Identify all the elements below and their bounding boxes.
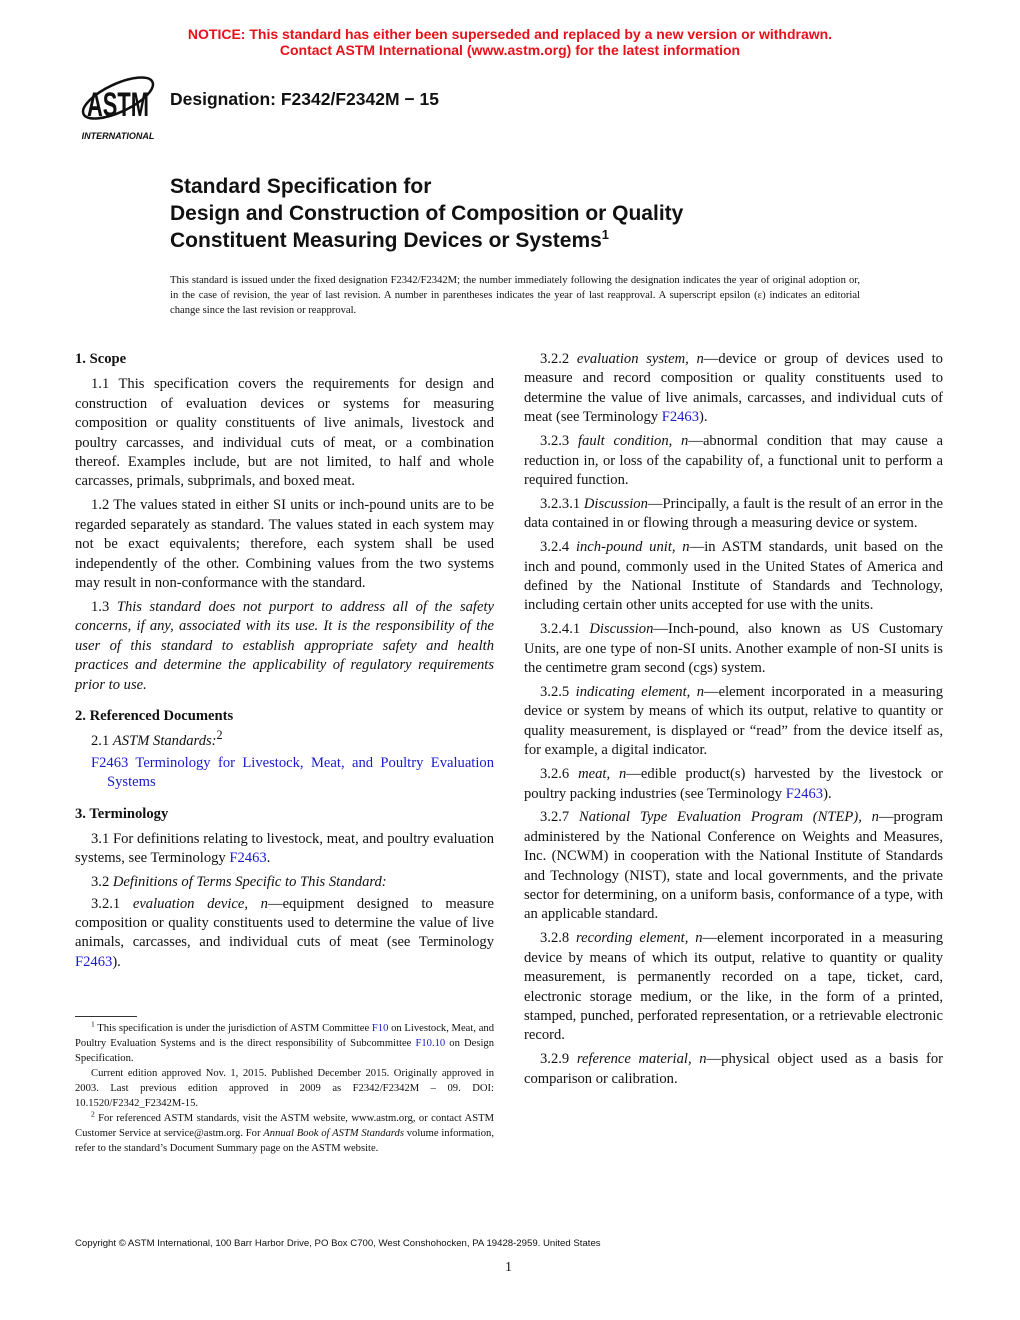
text-run: Current edition approved Nov. 1, 2015. Published December 2015. Originally approved in 2003. Last previous edition approved in 2009 as F2342/F2342M – 09. DOI: 10.1520/F2342_F2342M-15.: [75, 1068, 494, 1109]
footnote-divider: [75, 1016, 137, 1017]
text-run: on Design Specification.: [75, 1038, 494, 1064]
paragraph: [75, 895, 494, 973]
text-run: 3. Terminology: [75, 805, 169, 822]
footnote-ref: 1: [91, 1019, 95, 1029]
paragraph: [524, 808, 943, 924]
referenced-document: [75, 754, 494, 793]
paragraph: [75, 830, 494, 869]
text-run: Discussion: [583, 495, 648, 512]
footnote: [75, 1021, 494, 1066]
text-run: inch-pound unit, n: [575, 539, 690, 556]
text-run: For referenced ASTM standards, visit the ASTM website, www.astm.org, or contact ASTM Customer Service at service@astm.org. For: [75, 1113, 494, 1139]
text-run: .: [266, 850, 271, 867]
reference-link[interactable]: F2463: [785, 785, 824, 802]
text-run: 3.2.4: [540, 539, 576, 556]
footnote-ref: 2: [216, 728, 223, 743]
reference-link[interactable]: F2463: [229, 850, 267, 867]
text-run: ).: [823, 785, 832, 802]
text-run: 3.2: [91, 874, 113, 891]
text-run: ASTM Standards:: [112, 733, 217, 750]
paragraph: [75, 598, 494, 695]
footnote: [75, 1066, 494, 1111]
text-run: meat, n: [578, 766, 627, 783]
text-run: evaluation device, n: [132, 895, 268, 912]
reference-link[interactable]: F2463: [661, 409, 700, 426]
text-run: This standard does not purport to address all of the safety concerns, if any, associated with its use. It is the responsibility of the user of this standard to establish appropriate safety and health practices and determine the applicability of regulatory requirements prior to use.: [75, 598, 494, 693]
document-title: [170, 173, 683, 254]
paragraph: [75, 496, 494, 593]
text-run: —physical object used as a basis for comparison or calibration.: [524, 1051, 943, 1087]
designation: Designation: F2342/F2342M − 15: [170, 89, 439, 109]
text-run: —in ASTM standards, unit based on the inch and pound, commonly used in the United States of America and defined by the National Institute of Standards and Technology, including certain other units accepted for use with the units.: [524, 539, 943, 614]
text-run: 2.1: [91, 733, 113, 750]
text-run: indicating element, n: [575, 684, 705, 700]
text-run: 3.2.8: [540, 930, 577, 947]
withdrawal-notice: [0, 26, 1020, 58]
footnote: [75, 1111, 494, 1156]
left-column: [75, 350, 494, 977]
paragraph: [524, 765, 943, 804]
text-run: ).: [699, 409, 708, 426]
section-heading: [75, 707, 494, 726]
paragraph: [75, 375, 494, 491]
text-run: —program administered by the National Conference on Weights and Measures, Inc. (NCWM) in cooperation with the National Institute of Standards and Technology (NIST), state and local governments, and the private sector for determining, on a uniform basis, conformance of a type, with an applicable standard.: [524, 809, 943, 923]
title-line-2: Design and Construction of Composition or Quality: [170, 202, 684, 225]
notice-line-1: NOTICE: This standard has either been superseded and replaced by a new version or withdrawn.: [187, 26, 833, 42]
text-run: Annual Book of ASTM Standards: [263, 1128, 404, 1139]
text-run: —Inch-pound, also known as US Customary Units, are one type of non-SI units. Another example of non-SI units is the centimetre gram second (cgs) system.: [524, 621, 944, 677]
text-run: 3.2.5: [540, 684, 576, 700]
text-run: 3.2.1: [91, 895, 133, 912]
reference-link[interactable]: F10.10: [415, 1038, 446, 1049]
text-run: —element incorporated in a measuring device or system by means of which its output, relative to quantity or quality measurement, is displayed or “read” from the device itself as, for example, a digital indicator.: [524, 684, 943, 759]
text-run: on Livestock, Meat, and Poultry Evaluation Systems and is the direct responsibility of Subcommittee: [75, 1023, 494, 1049]
text-run: —abnormal condition that may cause a reduction in, or loss of the capability of, a functional unit to perform a required function.: [524, 433, 943, 488]
paragraph: [524, 350, 943, 428]
paragraph: [524, 1050, 943, 1089]
title-line-1: Standard Specification for: [170, 175, 432, 198]
designation-note: This standard is issued under the fixed designation F2342/F2342M; the number immediately following the designation indicates the year of original adoption or, in the case of revision, the year of last revision. A number in parentheses indicates the year of last reapproval. A superscript epsilon (ε) indicates an editorial change since the last revision or reapproval.: [170, 275, 860, 316]
paragraph: [524, 538, 943, 616]
copyright: Copyright © ASTM International, 100 Barr Harbor Drive, PO Box C700, West Conshohocken, PA 19428-2959. United States: [75, 1238, 601, 1249]
text-run: —edible product(s) harvested by the livestock or poultry packing industries (see Terminology: [524, 766, 943, 802]
section-heading: [75, 350, 494, 369]
text-run: 3.2.4.1: [540, 621, 590, 638]
paragraph: [75, 728, 494, 751]
paragraph: [524, 620, 943, 678]
text-run: volume information, refer to the standard’s Document Summary page on the ASTM website.: [75, 1128, 494, 1154]
text-run: National Type Evaluation Program (NTEP), n: [579, 809, 879, 826]
text-run: 1.1 This specification covers the requirements for design and construction of evaluation devices or systems for measuring composition or quality constituents of live animals, livestock and poultry carcasses, and individual cuts of meat, or a combination thereof. Examples include, but are not limited, to half and whole carcasses, primals, subprimals, and boxed meat.: [75, 376, 494, 490]
right-column: [524, 350, 943, 1094]
notice-line-2: Contact ASTM International (www.astm.org) for the latest information: [279, 42, 741, 58]
svg-text:INTERNATIONAL: INTERNATIONAL: [81, 131, 155, 141]
text-run: This specification is under the jurisdiction of ASTM Committee: [94, 1023, 372, 1034]
text-run: 3.2.9: [540, 1051, 577, 1068]
text-run: 3.2.2: [540, 351, 577, 367]
text-run: evaluation system, n: [576, 351, 704, 367]
title-footnote-ref: 1: [601, 227, 610, 242]
text-run: 1.2 The values stated in either SI units or inch-pound units are to be regarded separately as standard. The values stated in each system may not be exact equivalents; therefore, each system shall be used independently of the other. Combining values from the two systems may result in non-conformance with the standard.: [75, 497, 494, 591]
text-run: 1.3: [91, 598, 117, 615]
paragraph: [524, 929, 943, 1045]
paragraph: [524, 432, 943, 490]
text-run: 3.2.6: [540, 766, 579, 783]
page-number: 1: [505, 1260, 512, 1275]
text-run: Discussion: [589, 621, 654, 638]
text-run: 1. Scope: [75, 351, 127, 367]
text-run: 3.1 For definitions relating to livestock, meat, and poultry evaluation systems, see Terminology: [75, 830, 494, 867]
text-run: fault condition, n: [577, 433, 689, 450]
footnotes: [75, 1021, 494, 1156]
astm-logo-icon: [76, 66, 160, 142]
reference-link[interactable]: F2463 Terminology for Livestock, Meat, and Poultry Evaluation Systems: [91, 754, 494, 791]
text-run: 3.2.3.1: [540, 495, 584, 512]
paragraph: [524, 495, 943, 534]
section-heading: [75, 805, 494, 824]
text-run: —Principally, a fault is the result of an error in the data contained in or flowing through a measuring device or system.: [524, 495, 943, 532]
paragraph: [524, 683, 943, 761]
svg-text:ASTM: ASTM: [87, 86, 149, 124]
text-run: reference material, n: [576, 1051, 707, 1068]
footnote-ref: 2: [91, 1109, 95, 1119]
reference-link[interactable]: F2463: [75, 953, 113, 970]
text-run: 2. Referenced Documents: [75, 707, 234, 724]
paragraph: [75, 873, 494, 892]
reference-link[interactable]: F10: [371, 1023, 389, 1034]
text-run: —device or group of devices used to measure and record composition or quality constituents used to determine the value of live animals, carcasses, and individual cuts of meat (see Terminology: [524, 351, 943, 426]
text-run: 3.2.7: [540, 809, 579, 826]
text-run: Definitions of Terms Specific to This Standard:: [112, 874, 387, 891]
text-run: ).: [112, 953, 121, 970]
text-run: —element incorporated in a measuring device by means of which its output, relative to quantity or quality measurement, is permanently recorded on a tape, ticket, card, electronic storage medium, or the like, in the form of a printed, stamped, punched, perforated representation, or a retrievable electronic record.: [524, 930, 943, 1044]
text-run: —equipment designed to measure composition or quality constituents used to determine the value of live animals, carcasses, and individual cuts of meat (see Terminology: [75, 895, 494, 951]
text-run: 3.2.3: [540, 433, 578, 450]
title-line-3: Constituent Measuring Devices or Systems: [170, 229, 602, 252]
text-run: recording element, n: [576, 930, 703, 947]
